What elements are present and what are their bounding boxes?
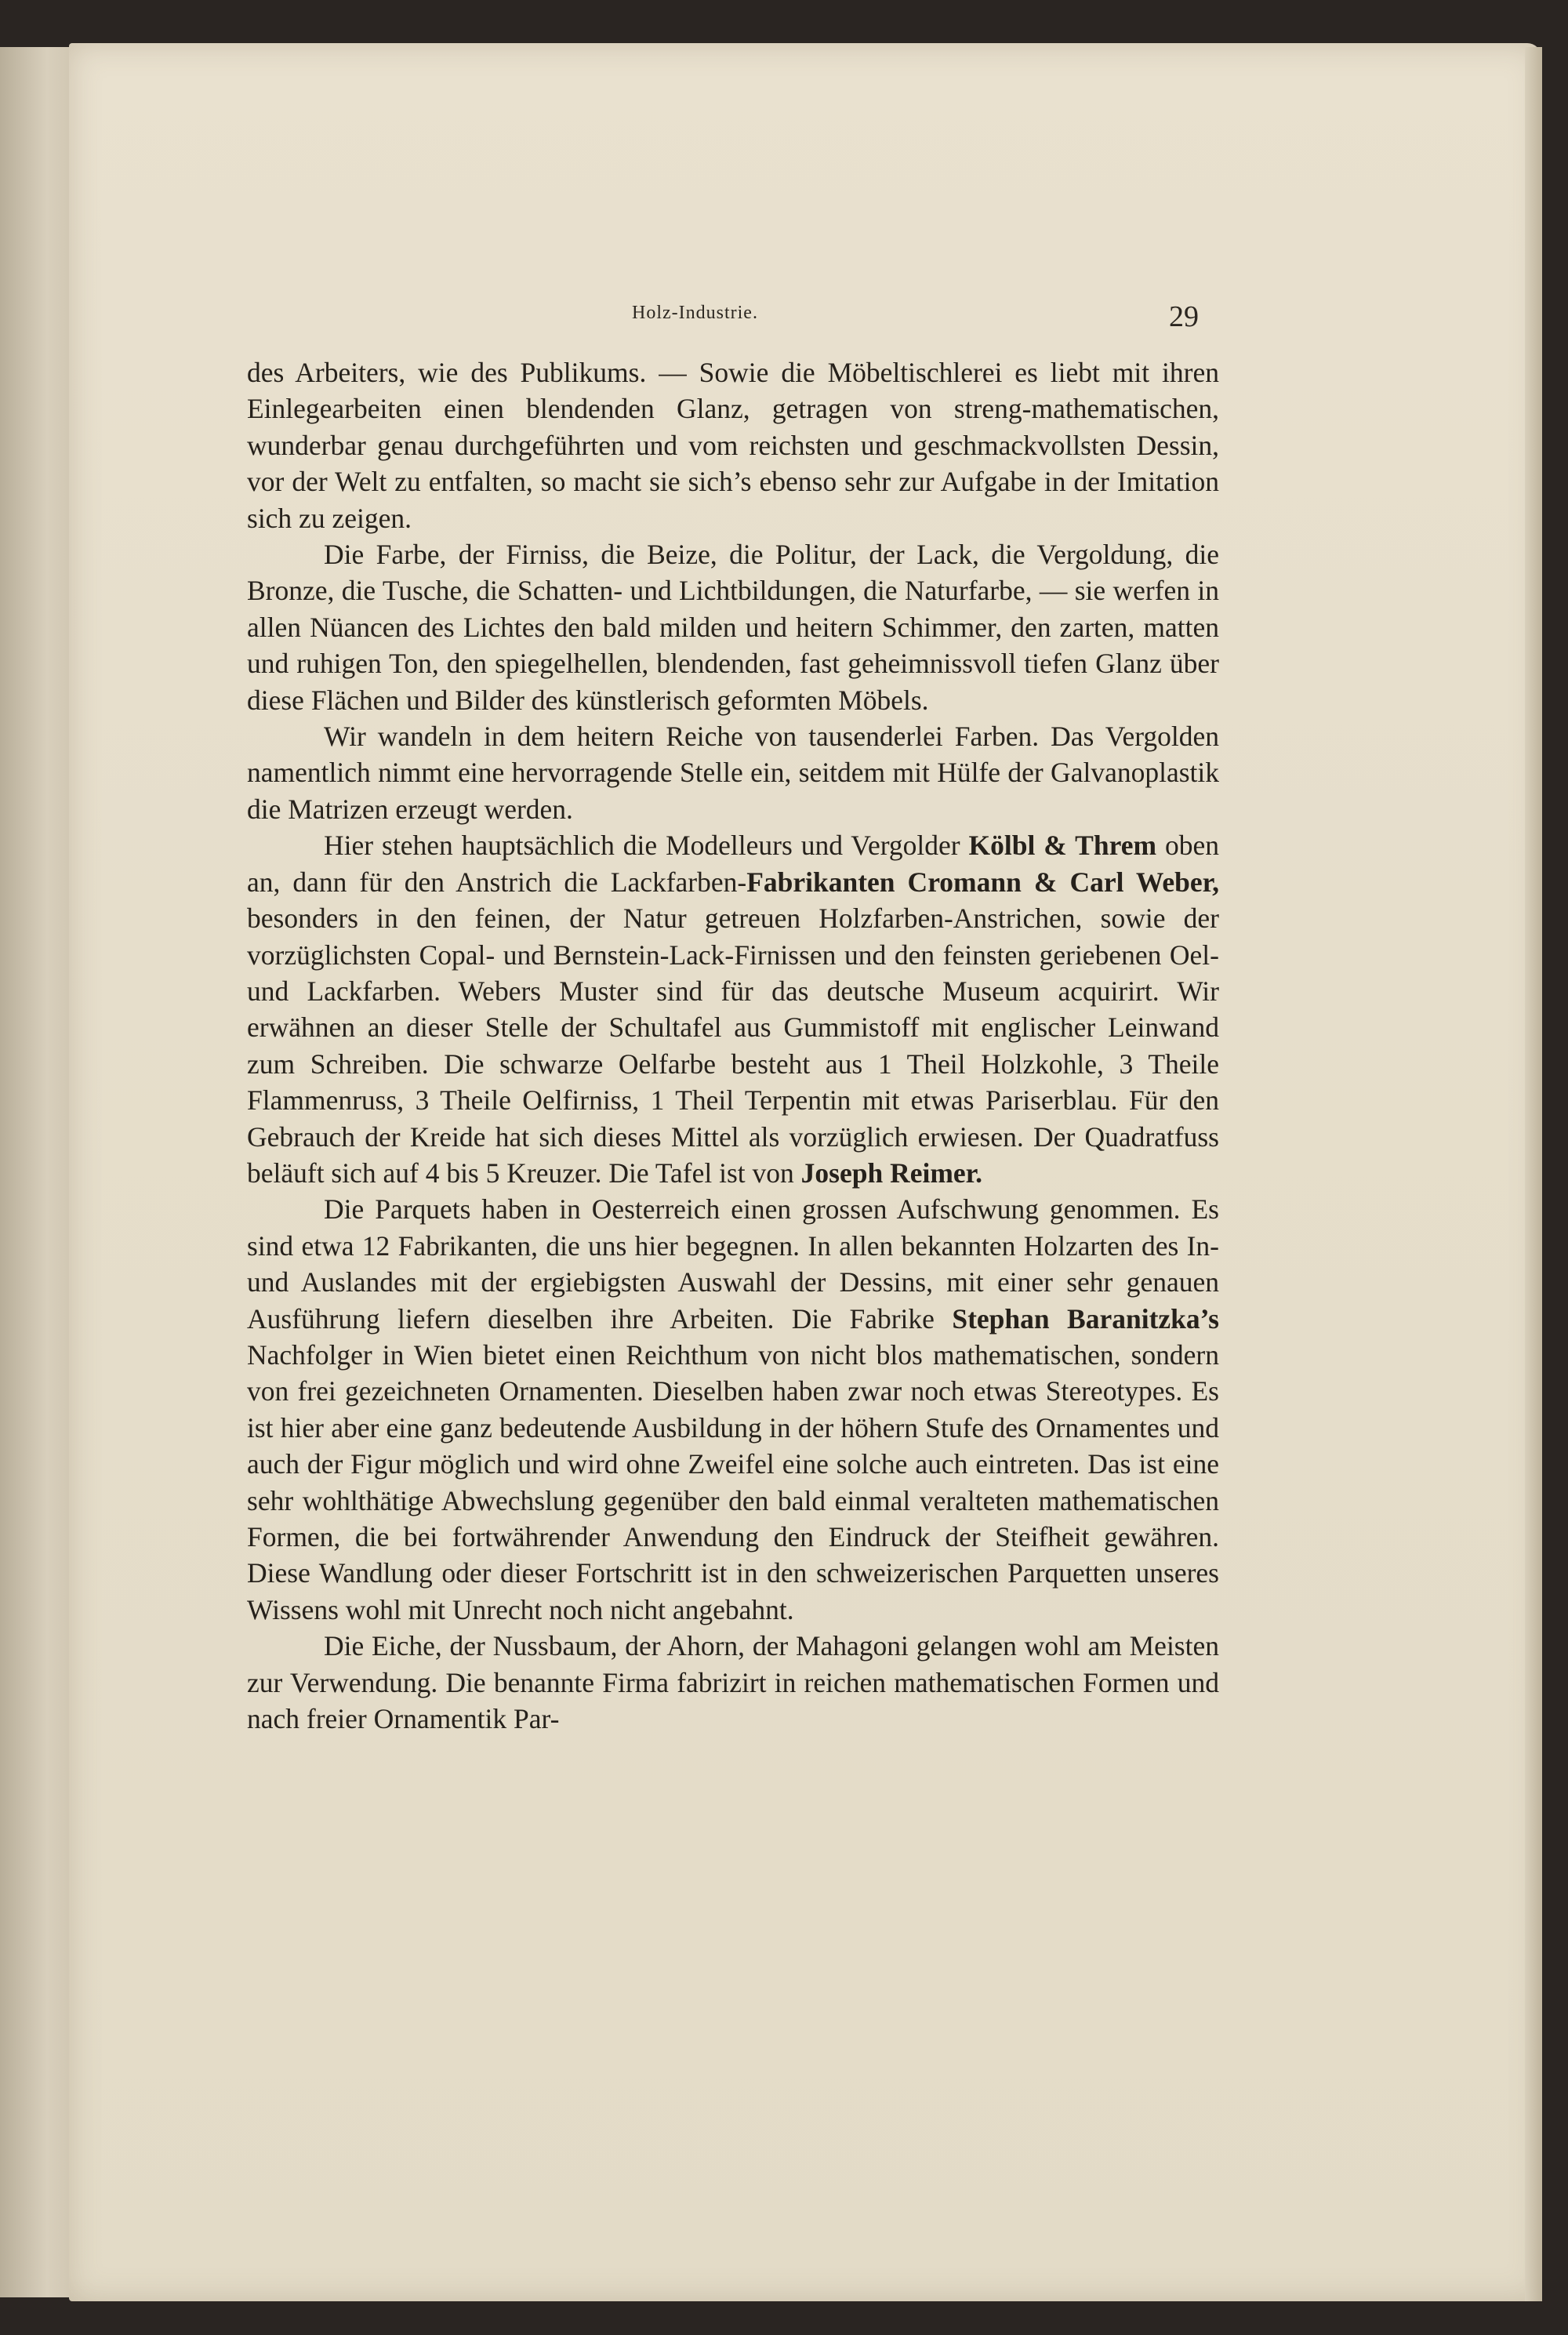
paragraph-4 — [247, 827, 1219, 1191]
page-number: 29 — [1169, 300, 1199, 333]
left-page-edge — [0, 47, 80, 2297]
firm-name-koelbl-threm: Kölbl & Threm — [968, 830, 1157, 862]
text-run: Wir wandeln in dem heitern Reiche von tausenderlei Farben. Das Vergolden namentlich nimmt eine hervorragende Stelle ein, seitdem mit Hülfe der Galvanoplastik die Matrizen erzeugt werden. — [247, 721, 1219, 825]
text-run: Die Farbe, der Firniss, die Beize, die Politur, der Lack, die Vergoldung, die Bronze, die Tusche, die Schatten- und Lichtbildungen, die Naturfarbe, — sie werfen in allen Nüancen des Lichtes den bald milden und heitern Schimmer, den zarten, matten und ruhigen Ton, den spiegelhellen, blendenden, fast geheimnissvoll tiefen Glanz über diese Flächen und Bilder des künstlerisch geformten Möbels. — [247, 539, 1219, 716]
paragraph-6 — [247, 1628, 1219, 1737]
text-run: Nachfolger in Wien bietet einen Reichthum von nicht blos mathematischen, sondern von frei gezeichneten Ornamenten. Dieselben haben zwar noch etwas Stereotypes. Es ist hier aber eine ganz bedeutende Ausbildung in der höhern Stufe des Ornamentes und auch der Figur möglich und wird ohne Zweifel eine solche auch eintreten. Das ist eine sehr wohlthätige Abwechslung gegenüber den bald einmal veralteten mathematischen Formen, die bei fortwährender Anwendung den Eindruck der Steifheit gewähren. Diese Wandlung oder dieser Fortschritt ist in den schweizerischen Parquetten unseres Wissens wohl mit Unrecht noch nicht angebahnt. — [247, 1338, 1219, 1625]
text-run: Die Eiche, der Nussbaum, der Ahorn, der Mahagoni gelangen wohl am Meisten zur Verwendung. Die benannte Firma fabrizirt in reichen mathematischen Formen und nach freier Ornamentik Par- — [247, 1630, 1219, 1735]
text-run: des Arbeiters, wie des Publikums. — Sowie die Möbeltischlerei es liebt mit ihren Einlegearbeiten einen blendenden Glanz, getragen von streng-mathematischen, wunderbar genau durchgeführten und vom reichsten und geschmackvollsten Dessin, vor der Welt zu entfalten, so macht sie sich’s ebenso sehr zur Aufgabe in der Imitation sich zu zeigen. — [247, 357, 1219, 534]
text-run: oben an, dann für den Anstrich die Lackfarben- — [247, 830, 1219, 898]
paragraph-5 — [247, 1191, 1219, 1628]
firm-name-baranitzka: Stephan Baranitzka’s — [952, 1302, 1219, 1335]
paragraph-3 — [247, 718, 1219, 827]
text-run: besonders in den feinen, der Natur getreuen Holzfarben-Anstrichen, sowie der vorzüglichsten Copal- und Bernstein-Lack-Firnissen und den feinsten geriebenen Oel- und Lackfarben. Webers Muster sind für das deutsche Museum acquirirt. Wir erwähnen an dieser Stelle der Schultafel aus Gummistoff mit englischer Leinwand zum Schreiben. Die schwarze Oelfarbe besteht aus 1 Theil Holzkohle, 3 Theile Flammenruss, 3 Theile Oelfirniss, 1 Theil Terpentin mit etwas Pariserblau. Für den Gebrauch der Kreide hat sich dieses Mittel als vorzüglich erwiesen. Der Quadratfuss beläuft sich auf 4 bis 5 Kreuzer. Die Tafel ist von — [247, 902, 1219, 1189]
paragraph-2 — [247, 536, 1219, 718]
body-text — [247, 354, 1219, 1737]
text-run: Hier stehen hauptsächlich die Modelleurs und Vergolder — [324, 830, 969, 862]
text-run: Die Parquets haben in Oesterreich einen grossen Aufschwung genommen. Es sind etwa 12 Fabrikanten, die uns hier begegnen. In allen bekannten Holzarten des In- und Auslandes mit der ergiebigsten Auswahl der Dessins, mit einer sehr genauen Ausführung liefern dieselben ihre Arbeiten. Die Fabrike — [247, 1193, 1219, 1335]
firm-name-cromann-weber: Fabrikanten Cromann & Carl Weber, — [746, 866, 1219, 898]
firm-name-joseph-reimer: Joseph Reimer. — [800, 1157, 983, 1189]
running-head-title: Holz-Industrie. — [632, 303, 758, 323]
right-page-edge — [1525, 47, 1542, 2301]
paragraph-1 — [247, 354, 1219, 536]
running-head — [0, 300, 1568, 334]
